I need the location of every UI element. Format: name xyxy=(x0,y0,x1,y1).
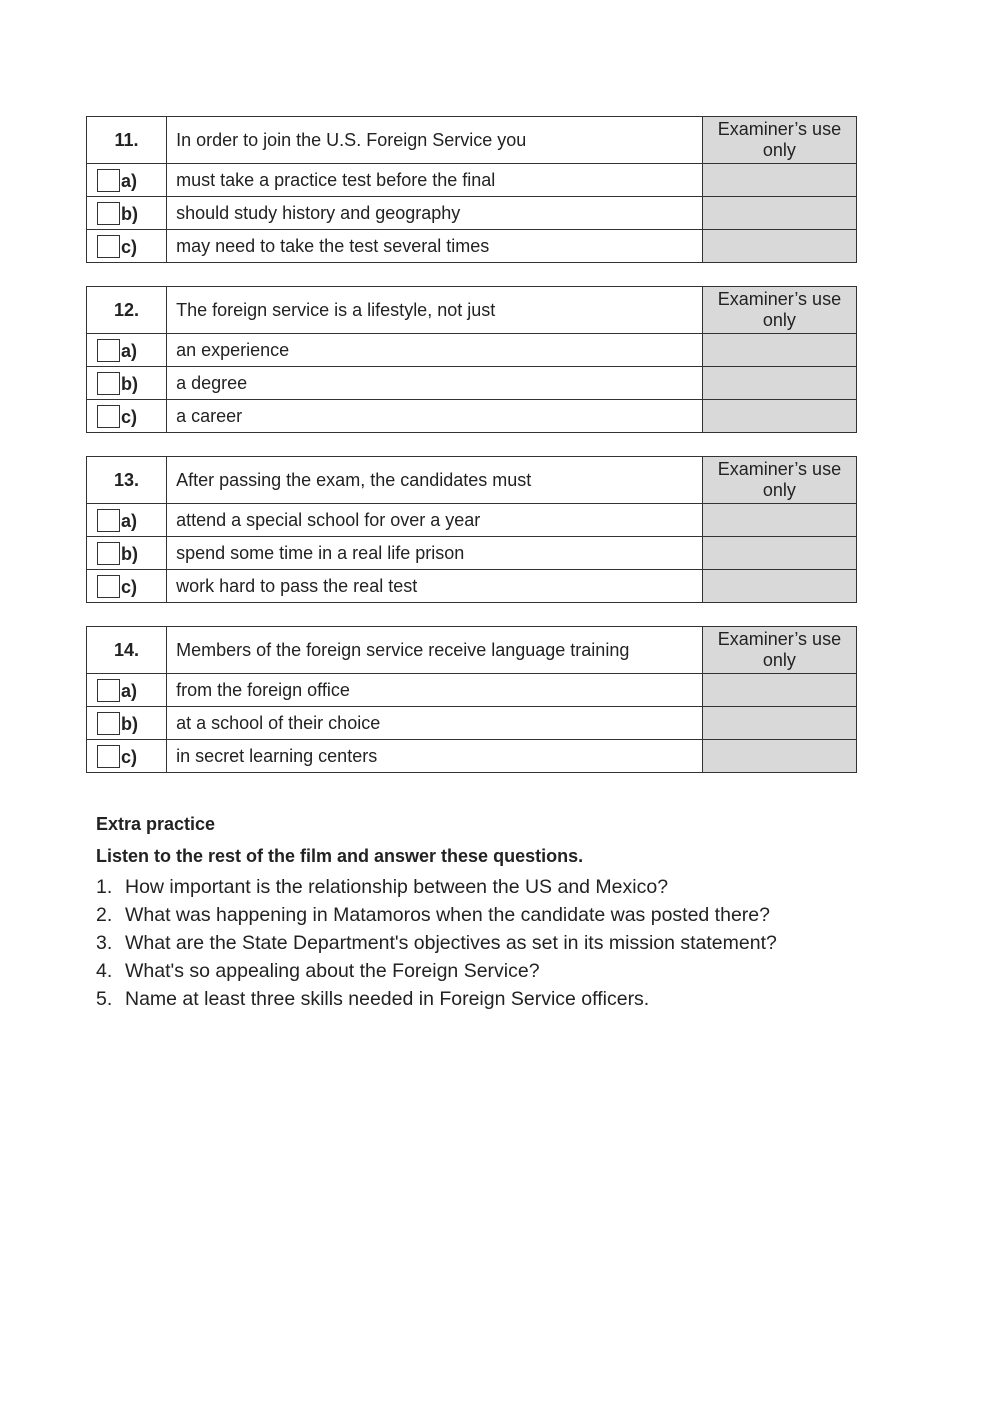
examiner-cell xyxy=(702,707,856,740)
option-letter: a) xyxy=(121,681,138,701)
option-checkbox[interactable] xyxy=(97,235,120,258)
option-letter: a) xyxy=(121,171,138,191)
option-letter: b) xyxy=(121,714,138,734)
option-letter: c) xyxy=(121,577,138,597)
option-text: should study history and geography xyxy=(167,197,703,230)
question-table-12 xyxy=(86,286,857,433)
option-checkbox[interactable] xyxy=(97,339,120,362)
list-item-number: 2. xyxy=(96,904,113,926)
question-table-11 xyxy=(86,116,857,263)
list-item xyxy=(96,985,896,1013)
option-checkbox[interactable] xyxy=(97,405,120,428)
question-prompt: Members of the foreign service receive language training xyxy=(167,627,703,674)
option-checkbox[interactable] xyxy=(97,679,120,702)
option-text: must take a practice test before the final xyxy=(167,164,703,197)
list-item-number: 4. xyxy=(96,960,113,982)
option-text: an experience xyxy=(167,334,703,367)
question-list xyxy=(96,873,896,1013)
examiner-cell xyxy=(702,504,856,537)
examiner-cell xyxy=(702,197,856,230)
option-text: may need to take the test several times xyxy=(167,230,703,263)
question-table-13 xyxy=(86,456,857,603)
examiner-cell xyxy=(702,674,856,707)
examiner-use-header: Examiner’s use only xyxy=(702,287,856,334)
option-letter: c) xyxy=(121,747,138,767)
list-item xyxy=(96,901,896,929)
list-item xyxy=(96,929,896,957)
option-checkbox[interactable] xyxy=(97,202,120,225)
question-number: 13. xyxy=(87,457,167,504)
question-number: 12. xyxy=(87,287,167,334)
examiner-use-header: Examiner’s use only xyxy=(702,457,856,504)
question-table-14 xyxy=(86,626,857,773)
option-text: in secret learning centers xyxy=(167,740,703,773)
list-item xyxy=(96,873,896,901)
option-text: a career xyxy=(167,400,703,433)
option-letter: a) xyxy=(121,511,138,531)
option-checkbox[interactable] xyxy=(97,745,120,768)
examiner-use-header: Examiner’s use only xyxy=(702,117,856,164)
extra-practice-heading: Extra practice xyxy=(96,814,216,834)
list-item-text: Name at least three skills needed in Foreign Service officers. xyxy=(125,988,650,1010)
option-text: a degree xyxy=(167,367,703,400)
option-checkbox[interactable] xyxy=(97,169,120,192)
examiner-cell xyxy=(702,570,856,603)
question-prompt: After passing the exam, the candidates must xyxy=(167,457,703,504)
option-text: spend some time in a real life prison xyxy=(167,537,703,570)
option-text: attend a special school for over a year xyxy=(167,504,703,537)
option-checkbox[interactable] xyxy=(97,509,120,532)
examiner-cell xyxy=(702,400,856,433)
option-letter: c) xyxy=(121,237,138,257)
option-checkbox[interactable] xyxy=(97,712,120,735)
question-number: 11. xyxy=(87,117,167,164)
examiner-cell xyxy=(702,334,856,367)
option-text: from the foreign office xyxy=(167,674,703,707)
examiner-cell xyxy=(702,164,856,197)
extra-practice-section xyxy=(96,813,896,1013)
list-item-text: What are the State Department's objectives as set in its mission statement? xyxy=(125,932,777,954)
list-item-number: 1. xyxy=(96,876,113,898)
option-checkbox[interactable] xyxy=(97,542,120,565)
option-letter: c) xyxy=(121,407,138,427)
question-prompt: In order to join the U.S. Foreign Service you xyxy=(167,117,703,164)
list-item-number: 3. xyxy=(96,932,113,954)
option-letter: b) xyxy=(121,544,138,564)
option-text: work hard to pass the real test xyxy=(167,570,703,603)
examiner-cell xyxy=(702,230,856,263)
list-item-text: What's so appealing about the Foreign Service? xyxy=(125,960,540,982)
list-item-number: 5. xyxy=(96,988,113,1010)
option-checkbox[interactable] xyxy=(97,575,120,598)
examiner-cell xyxy=(702,537,856,570)
list-item-text: How important is the relationship between the US and Mexico? xyxy=(125,876,669,898)
option-checkbox[interactable] xyxy=(97,372,120,395)
examiner-use-header: Examiner’s use only xyxy=(702,627,856,674)
list-item-text: What was happening in Matamoros when the candidate was posted there? xyxy=(125,904,770,926)
question-prompt: The foreign service is a lifestyle, not just xyxy=(167,287,703,334)
option-letter: b) xyxy=(121,204,138,224)
examiner-cell xyxy=(702,367,856,400)
list-item xyxy=(96,957,896,985)
option-letter: a) xyxy=(121,341,138,361)
extra-practice-instruction: Listen to the rest of the film and answer these questions. xyxy=(96,846,584,866)
question-number: 14. xyxy=(87,627,167,674)
option-letter: b) xyxy=(121,374,138,394)
examiner-cell xyxy=(702,740,856,773)
option-text: at a school of their choice xyxy=(167,707,703,740)
